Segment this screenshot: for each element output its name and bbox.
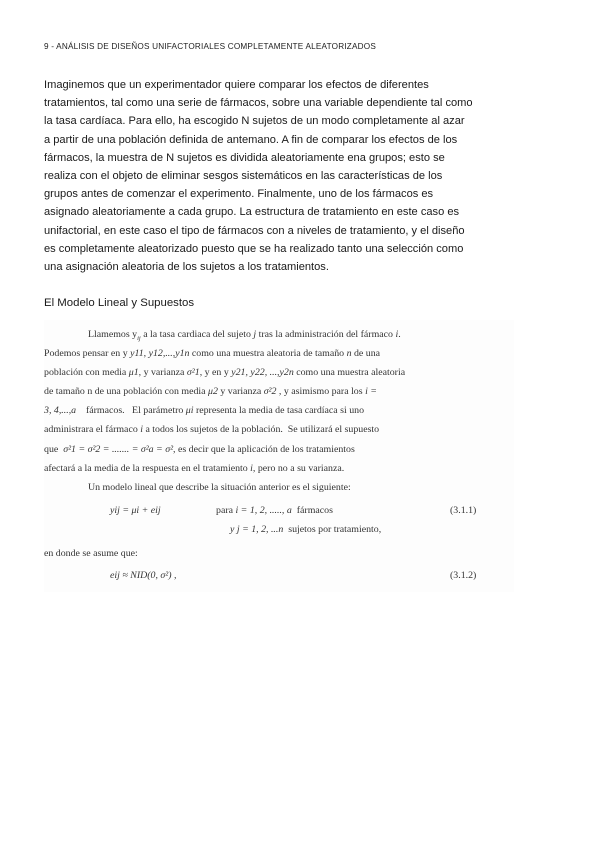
paragraph-line: tratamientos, tal como una serie de fármacos, sobre una variable dependiente tal como	[44, 97, 473, 110]
scan-line: población con media μ1, y varianza σ²1, y en y y21, y22, ...,y2n como una muestra aleatoria	[44, 367, 406, 378]
scan-line: que σ²1 = σ²2 = ....... = σ²a = σ², es decir que la aplicación de los tratamientos	[44, 444, 355, 455]
scan-line: Podemos pensar en y y11, y12,...,y1n como una muestra aleatoria de tamaño n de una	[44, 348, 381, 359]
page-header: 9 - ANÁLISIS DE DISEÑOS UNIFACTORIALES COMPLETAMENTE ALEATORIZADOS	[44, 42, 376, 51]
scanned-excerpt	[44, 320, 514, 592]
paragraph-line: es completamente aleatorizado puesto que se ha realizado tanto una selección como	[44, 242, 464, 255]
equation-error: eij ≈ NID(0, σ²) ,	[110, 570, 177, 581]
paragraph-line: asignado aleatoriamente a cada grupo. La estructura de tratamiento en este caso es	[44, 206, 460, 219]
scan-line: de tamaño n de una población con media μ2 y varianza σ²2 , y asimismo para los i =	[44, 386, 377, 397]
equation-number: (3.1.1)	[450, 505, 477, 516]
scan-line: 3, 4,...,a fármacos. El parámetro μi representa la media de tasa cardíaca si uno	[44, 405, 365, 416]
paragraph-line: grupos antes de comenzar el experimento. Finalmente, uno de los fármacos es	[44, 188, 434, 201]
equation-model: yij = μi + eij	[110, 505, 161, 516]
paragraph-line: fármacos, la muestra de N sujetos es dividida aleatoriamente ena grupos; esto se	[44, 151, 445, 164]
scan-line: Un modelo lineal que describe la situación anterior es el siguiente:	[88, 482, 351, 493]
paragraph-line: realiza con el objeto de eliminar sesgos sistemáticos en las características de los	[44, 170, 443, 183]
paragraph-line: a partir de una población definida de antemano. A fin de comparar los efectos de los	[44, 133, 458, 146]
scan-line: Llamemos $y_{ij}$ a la tasa cardiaca del sujeto j tras la administración del fármaco i.	[88, 329, 401, 342]
paragraph-line: Imaginemos que un experimentador quiere comparar los efectos de diferentes	[44, 79, 429, 91]
paragraph-line: unifactorial, en este caso el tipo de fármacos con a niveles de tratamiento, y el diseño	[44, 224, 465, 237]
scan-line: afectará a la media de la respuesta en el tratamiento i, pero no a su varianza.	[44, 463, 345, 474]
paragraph-line: una asignación aleatoria de los sujetos a los tratamientos.	[44, 261, 329, 274]
equation-condition: y j = 1, 2, ...n sujetos por tratamiento,	[230, 524, 382, 535]
scan-line: administrara el fármaco i a todos los sujetos de la población. Se utilizará el supuesto	[44, 424, 380, 435]
section-heading: El Modelo Lineal y Supuestos	[44, 297, 195, 309]
intro-paragraph	[44, 76, 514, 276]
scan-line: en donde se asume que:	[44, 548, 138, 559]
equation-number: (3.1.2)	[450, 570, 477, 581]
paragraph-line: la tasa cardíaca. Para ello, ha escogido N sujetos de un modo completamente al azar	[44, 115, 465, 128]
equation-condition: para i = 1, 2, ....., a fármacos	[216, 505, 333, 516]
